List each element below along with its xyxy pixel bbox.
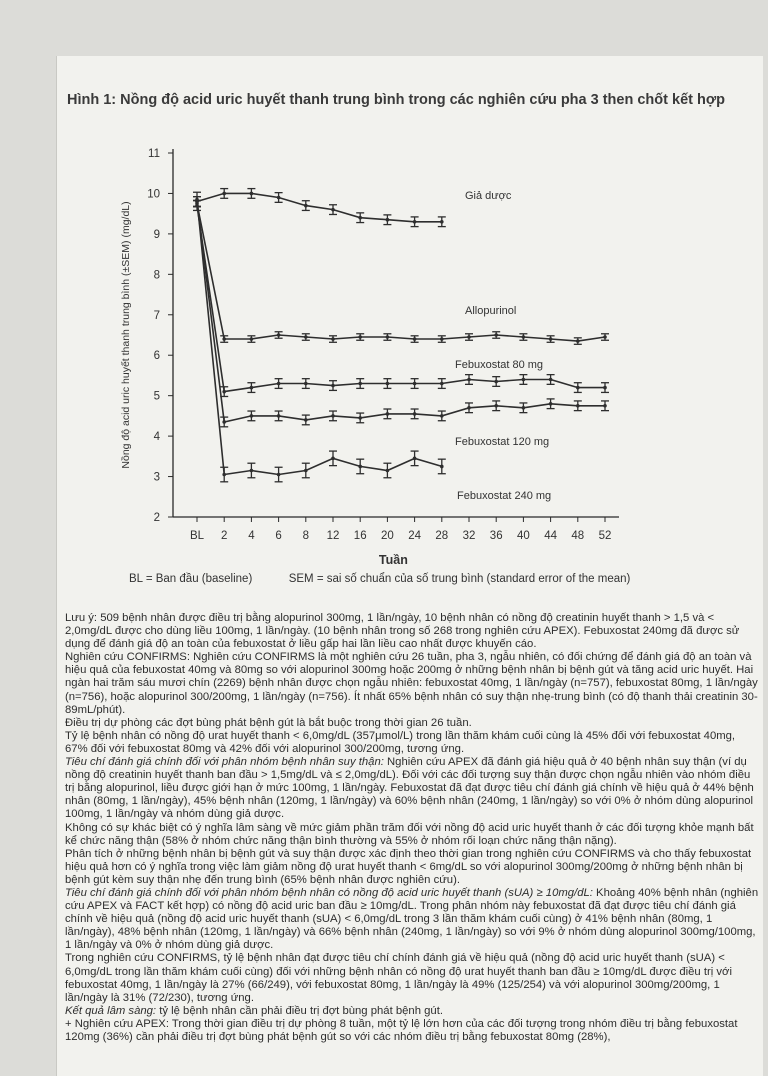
data-point <box>522 406 526 410</box>
x-tick-label: 48 <box>571 530 585 542</box>
data-point <box>304 335 308 339</box>
y-tick-label: 2 <box>153 512 160 524</box>
data-point <box>549 402 553 406</box>
y-axis-label: Nồng độ acid uric huyết thanh trung bình (±SEM) (mg/dL) <box>120 201 132 469</box>
y-tick-label: 7 <box>153 309 160 322</box>
paragraph-no-difference: Không có sự khác biệt có ý nghĩa lâm sàng về mức giảm phần trăm đối với nồng độ acid uric huyết thanh ở các đối tượng khỏe mạnh bất kể chức năng thận (58% ở nhóm chức năng thận bình thường và 55% ở nhóm rối loạn chức năng thận nặng). <box>65 821 754 847</box>
data-point <box>576 386 580 390</box>
data-point <box>250 414 254 418</box>
data-point <box>358 416 362 420</box>
data-point <box>440 465 444 469</box>
y-tick-label: 8 <box>153 269 160 282</box>
data-point <box>603 404 607 408</box>
data-point <box>222 420 226 424</box>
series-label-2: Febuxostat 80 mg <box>455 359 544 371</box>
data-point <box>331 414 335 418</box>
data-point <box>386 469 390 473</box>
renal-subgroup-heading: Tiêu chí đánh giá chính đối với phân nhóm bệnh nhân suy thận: <box>65 756 384 769</box>
paragraph-apex: + Nghiên cứu APEX: Trong thời gian điều trị dự phòng 8 tuần, một tỷ lệ lớn hơn của các đối tượng trong nhóm điều trị bằng febuxostat 120mg (36%) cần phải điều trị đợt bùng phát bệnh gút so với các nhóm điều trị bằng febuxostat 80mg (28%), <box>65 1017 738 1043</box>
data-point <box>440 414 444 418</box>
x-tick-label: 28 <box>435 530 449 542</box>
data-point <box>222 390 226 394</box>
data-point <box>277 382 281 386</box>
data-point <box>440 382 444 386</box>
data-point <box>386 382 390 386</box>
data-point <box>358 465 362 469</box>
x-tick-label: 24 <box>408 530 421 542</box>
x-tick-label: 36 <box>489 530 503 542</box>
clinical-results-heading: Kết quả lâm sàng: <box>65 1004 157 1017</box>
data-point <box>494 380 498 384</box>
uric-acid-line-chart <box>57 56 763 566</box>
y-tick-label: 4 <box>153 431 160 444</box>
data-point <box>467 378 471 382</box>
clinical-results-text: tỷ lệ bệnh nhân cần phải điều trị đợt bùng phát bệnh gút. <box>156 1004 443 1017</box>
data-point <box>576 404 580 408</box>
data-point <box>386 218 390 222</box>
series-label-4: Febuxostat 240 mg <box>457 490 552 502</box>
data-point <box>413 382 417 386</box>
data-point <box>277 333 281 337</box>
data-point <box>222 473 226 477</box>
x-tick-label: 2 <box>220 530 228 542</box>
data-point <box>413 337 417 341</box>
data-point <box>250 192 254 196</box>
data-point <box>358 382 362 386</box>
y-tick-label: 3 <box>153 471 160 484</box>
y-tick-label: 6 <box>153 350 160 363</box>
paragraph-sua-subgroup <box>65 887 759 952</box>
data-point <box>440 337 444 341</box>
series-line-0 <box>197 193 442 221</box>
paragraph-renal-subgroup <box>65 756 759 821</box>
data-point <box>358 216 362 220</box>
data-point <box>331 384 335 388</box>
x-tick-label: 4 <box>248 530 255 542</box>
series-label-3: Febuxostat 120 mg <box>455 436 550 448</box>
data-point <box>549 337 553 341</box>
y-tick-label: 10 <box>147 188 160 201</box>
data-point <box>331 208 335 212</box>
footnote-sem: SEM = sai số chuẩn của số trung bình (standard error of the mean) <box>288 573 631 585</box>
x-tick-label: 6 <box>275 530 282 542</box>
figure-title: Hình 1: Nồng độ acid uric huyết thanh trung bình trong các nghiên cứu pha 3 then chốt kết hợp <box>67 92 726 108</box>
sua-subgroup-heading: Tiêu chí đánh giá chính đối với phân nhóm bệnh nhân có nồng độ acid uric huyết thanh (sUA) ≥ 10mg/dL: <box>65 886 593 899</box>
data-point <box>467 406 471 410</box>
figure-footnote <box>129 573 630 585</box>
x-tick-label: 8 <box>302 530 310 542</box>
footnote-baseline: BL = Ban đầu (baseline) <box>129 573 253 585</box>
data-point <box>277 414 281 418</box>
data-point <box>358 335 362 339</box>
data-point <box>222 192 226 196</box>
y-tick-label: 11 <box>148 148 160 160</box>
paragraph-clinical-results <box>65 1005 759 1018</box>
x-tick-label: 16 <box>353 530 367 542</box>
data-point <box>522 335 526 339</box>
x-tick-label: 20 <box>381 530 394 542</box>
data-point <box>386 412 390 416</box>
series-line-2 <box>197 206 605 392</box>
data-point <box>304 382 308 386</box>
x-tick-label: 40 <box>517 530 530 542</box>
series-line-3 <box>197 202 605 423</box>
data-point <box>522 378 526 382</box>
data-point <box>603 386 607 390</box>
x-tick-label: 32 <box>462 530 476 542</box>
paragraph-confirms: Nghiên cứu CONFIRMS: Nghiên cứu CONFIRMS là một nghiên cứu 26 tuần, pha 3, ngẫu nhiên, có đối chứng để đánh giá độ an toàn và hiệu quả của febuxostat 40mg và 80mg so với alopurinol 300mg hoặc 200mg ở những bệnh nhân bị bệnh gút và tăng acid uric huyết. Hai ngàn hai trăm sáu mươi chín (2269) bệnh nhân được chọn ngẫu nhiên: febuxostat 40mg, 1 lần/ngày (n=757), febuxostat 80mg, 1 lần/ngày (n=756), hoặc alopurinol 300/200mg, 1 lần/ngày (n=756). Ít nhất 65% bệnh nhân có suy thận nhẹ-trung bình (có độ thanh thải creatinin 30-89mL/phút). <box>65 651 758 716</box>
series-line-4 <box>197 200 442 475</box>
paragraph-urate-rate: Tỷ lệ bệnh nhân có nồng độ urat huyết thanh < 6,0mg/dL (357μmol/L) trong lần thăm khám cuối cùng là 45% đối với febuxostat 40mg, 67% đối với febuxostat 80mg và 42% đối với alopurinol 300/200mg, tương ứng. <box>65 729 736 755</box>
data-point <box>222 337 226 341</box>
data-point <box>576 339 580 343</box>
data-point <box>331 457 335 461</box>
data-point <box>549 378 553 382</box>
data-point <box>250 337 254 341</box>
data-point <box>304 204 308 208</box>
data-point <box>386 335 390 339</box>
data-point <box>413 220 417 224</box>
series-label-1: Allopurinol <box>465 305 517 317</box>
x-tick-label: 44 <box>544 530 557 542</box>
paragraph-analysis: Phân tích ở những bệnh nhân bị bệnh gút và suy thận được xác định theo thời gian trong nghiên cứu CONFIRMS và cho thấy febuxostat hiệu quả hơn có ý nghĩa trong việc làm giảm nồng độ urat huyết thanh < 6mg/dL so với alopurinol 300mg/200mg ở những bệnh nhân bị bệnh gút kèm suy thận nhẹ đến trung bình (65% bệnh nhân được nghiên cứu). <box>65 847 752 886</box>
data-point <box>440 220 444 224</box>
renal-subgroup-text: Nghiên cứu APEX đã đánh giá hiệu quả ở 40 bệnh nhân suy thận (ví dụ nồng độ creatinin huyết thanh ban đầu > 1,5mg/dL và ≤ 2,0mg/dL). Đối với các đối tượng suy thận được chọn ngẫu nhiên vào nhóm điều trị bằng alopurinol, liều được giới hạn ở mức 100mg, 1 lần/ngày. Febuxostat đã đạt được tiêu chí đánh giá chính về hiệu quả ở 44% bệnh nhân (80mg, 1 lần/ngày), 45% bệnh nhân (120mg, 1 lần/ngày) và 60% bệnh nhân (240mg, 1 lần/ngày) so với 0% ở nhóm dùng alopurinol 100mg, 1 lần/ngày và nhóm dùng giả dược. <box>65 756 754 821</box>
data-point <box>304 469 308 473</box>
y-tick-label: 5 <box>153 390 160 403</box>
data-point <box>467 335 471 339</box>
data-point <box>277 473 281 477</box>
series-label-0: Giả dược <box>465 190 512 202</box>
x-axis-label: Tuần <box>378 553 408 566</box>
data-point <box>331 337 335 341</box>
data-point <box>304 418 308 422</box>
y-tick-label: 9 <box>153 228 160 241</box>
data-point <box>277 196 281 200</box>
x-tick-label: 52 <box>598 530 612 542</box>
paragraph-prophylaxis: Điều trị dự phòng các đợt bùng phát bệnh gút là bắt buộc trong thời gian 26 tuần. <box>65 716 472 729</box>
data-point <box>494 333 498 337</box>
data-point <box>250 386 254 390</box>
data-point <box>195 198 199 202</box>
series-line-1 <box>197 204 605 342</box>
sua-subgroup-text: Khoảng 40% bệnh nhân (nghiên cứu APEX và FACT kết hợp) có nồng độ acid uric ban đầu ≥ 10mg/dL. Trong phân nhóm này febuxostat đã đạt được tiêu chí đánh giá chính về hiệu quả (nồng độ acid uric huyết thanh (sUA) < 6,0mg/dL trong 3 lần thăm khám cuối cùng) ở 41% bệnh nhân (80mg, 1 lần/ngày), 48% bệnh nhân (120mg, 1 lần/ngày) và 66% bệnh nhân (240mg, 1 lần/ngày) so với 9% ở nhóm dùng alopurinol 300mg/100mg, 1 lần/ngày và 0% ở nhóm dùng giả dược. <box>65 886 759 952</box>
paragraph-confirms-sua: Trong nghiên cứu CONFIRMS, tỷ lệ bệnh nhân đạt được tiêu chí chính đánh giá về hiệu quả (nồng độ acid uric huyết thanh (sUA) < 6,0mg/dL trong lần thăm khám cuối cùng) đối với những bệnh nhân có nồng độ urat huyết thanh ban đầu ≥ 10mg/dL được điều trị với febuxostat 40mg, 1 lần/ngày là 27% (66/249), với febuxostat 80mg, 1 lần/ngày là 49% (125/254) và với alopurinol 300mg/200mg, 1 lần/ngày là 31% (72/230), tương ứng. <box>65 952 732 1004</box>
data-point <box>250 469 254 473</box>
data-point <box>413 457 417 461</box>
document-page <box>56 56 763 1076</box>
x-tick-label: BL <box>189 530 205 542</box>
data-point <box>603 335 607 339</box>
paragraph-note: Lưu ý: 509 bệnh nhân được điều trị bằng alopurinol 300mg, 1 lần/ngày, 10 bệnh nhân có nồng độ creatinin huyết thanh > 1,5 và < 2,0mg/dL được cho dùng liều 100mg, 1 lần/ngày. (10 bệnh nhân trong số 268 trong nghiên cứu APEX). Febuxostat 240mg đã được sử dụng để đánh giá độ an toàn của febuxostat ở liều gấp hai lần liều cao nhất được khuyến cáo. <box>65 612 740 651</box>
data-point <box>413 412 417 416</box>
x-tick-label: 12 <box>326 530 340 542</box>
body-text <box>65 612 759 1044</box>
data-point <box>494 404 498 408</box>
